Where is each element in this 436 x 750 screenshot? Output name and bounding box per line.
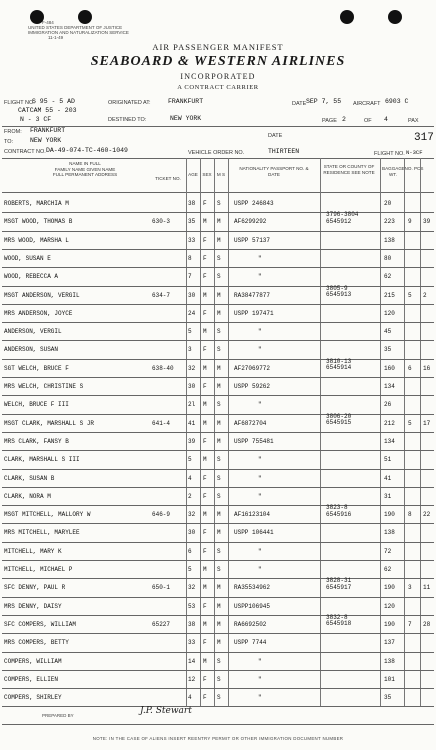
passport-no: USPP 59262 bbox=[234, 383, 271, 390]
row-rule bbox=[2, 212, 434, 213]
sex: M bbox=[203, 291, 207, 299]
baggage-pieces: 6 bbox=[408, 364, 412, 372]
extra-value: 11 bbox=[423, 584, 431, 592]
passenger-name: CLARK, MARSHALL S III bbox=[4, 456, 80, 464]
passport-no: AF16123104 bbox=[234, 511, 271, 519]
col-header-ms: M S bbox=[216, 172, 226, 177]
col-header-state: STATE OR COUNTY OF RESIDENCE SEE NOTE bbox=[323, 164, 375, 175]
baggage-weight: 134 bbox=[384, 383, 395, 390]
passport-no: RA6692502 bbox=[234, 620, 267, 628]
row-rule bbox=[2, 560, 434, 561]
baggage-pieces: 5 bbox=[408, 419, 412, 427]
passport-no: " bbox=[258, 547, 262, 555]
ticket-no: 646-9 bbox=[152, 511, 171, 519]
passenger-name: MRS WELCH, CHRISTINE S bbox=[4, 383, 84, 390]
row-rule bbox=[2, 414, 434, 415]
passport-no: " bbox=[258, 675, 262, 683]
passenger-name: CLARK, NORA M bbox=[4, 492, 51, 500]
age: 3 bbox=[188, 346, 192, 354]
col-name-sub: FAMILY NAME GIVEN NAME bbox=[54, 166, 116, 172]
passenger-name: MRS WOOD, MARSHA L bbox=[4, 236, 69, 244]
baggage-pieces: 3 bbox=[408, 584, 412, 592]
baggage-weight: 160 bbox=[384, 364, 395, 372]
age: 41 bbox=[188, 419, 196, 427]
passport-no: AF27069772 bbox=[234, 364, 271, 372]
row-rule bbox=[2, 469, 434, 470]
col-header-nationality: NATIONALITY PASSPORT NO. & DATE bbox=[239, 166, 309, 177]
flight-no-value: N-3CF bbox=[406, 149, 423, 156]
baggage-pieces: 5 bbox=[408, 291, 412, 299]
row-rule bbox=[2, 652, 434, 653]
baggage-weight: 190 bbox=[384, 584, 395, 592]
sex: F bbox=[203, 383, 207, 390]
sex: F bbox=[203, 437, 207, 445]
date-value: SEP 7, 55 bbox=[306, 98, 342, 105]
age: 33 bbox=[188, 639, 196, 647]
destined-value: NEW YORK bbox=[170, 115, 202, 122]
age: 33 bbox=[188, 236, 196, 244]
col-header-ticket: TICKET NO. bbox=[155, 176, 181, 181]
sex: F bbox=[203, 254, 207, 262]
age: 5 bbox=[188, 566, 192, 573]
footer-note: NOTE: IN THE CASE OF ALIENS INSERT REENTRY PERMIT OR OTHER IMMIGRATION DOCUMENT NUMBER bbox=[92, 736, 344, 741]
baggage-pieces: 9 bbox=[408, 218, 412, 226]
passenger-name: MRS DENNY, DAISY bbox=[4, 602, 62, 610]
from-value: FRANKFURT bbox=[30, 127, 66, 134]
age: 12 bbox=[188, 675, 196, 683]
marital-status: S bbox=[217, 566, 221, 573]
sex: M bbox=[203, 364, 207, 372]
baggage-weight: 137 bbox=[384, 639, 395, 647]
marital-status: M bbox=[217, 309, 221, 317]
state-residence: 3810-13 6545914 bbox=[326, 357, 352, 372]
age: 2l bbox=[188, 401, 196, 409]
passenger-name: MITCHELL, MICHAEL P bbox=[4, 566, 73, 573]
airline-name: SEABOARD & WESTERN AIRLINES bbox=[90, 54, 346, 69]
extra-value: 2 bbox=[423, 291, 427, 299]
to-value: NEW YORK bbox=[30, 137, 62, 144]
row-rule bbox=[2, 359, 434, 360]
passenger-name: ANDERSON, VERGIL bbox=[4, 328, 62, 336]
baggage-weight: 138 bbox=[384, 657, 395, 665]
age: 14 bbox=[188, 657, 196, 665]
sex: M bbox=[203, 657, 207, 665]
pax-label: PAX bbox=[408, 118, 419, 124]
ticket-no: 638-40 bbox=[152, 364, 174, 372]
passport-no: USPP 197471 bbox=[234, 309, 274, 317]
age: 30 bbox=[188, 529, 196, 537]
age: 4 bbox=[188, 694, 192, 702]
stamp-line: IMMIGRATION AND NATURALIZATION SERVICE bbox=[28, 30, 129, 35]
row-rule bbox=[2, 597, 434, 598]
sex: F bbox=[203, 492, 207, 500]
marital-status: M bbox=[217, 529, 221, 537]
age: 5 bbox=[188, 328, 192, 336]
row-rule bbox=[2, 395, 434, 396]
age: 7 bbox=[188, 273, 192, 281]
row-rule bbox=[2, 286, 434, 287]
state-residence: 3806-20 6545915 bbox=[326, 412, 352, 427]
flight-label: FLIGHT NO. bbox=[4, 100, 35, 106]
passport-no: RA35534962 bbox=[234, 584, 271, 592]
marital-status: S bbox=[217, 492, 221, 500]
extra-value: 22 bbox=[423, 511, 431, 519]
prepared-by-label: PREPARED BY bbox=[42, 713, 74, 718]
col-header-age: AGE bbox=[188, 172, 198, 177]
age: 53 bbox=[188, 602, 196, 610]
sex: F bbox=[203, 639, 207, 647]
age: 4 bbox=[188, 474, 192, 482]
sex: F bbox=[203, 694, 207, 702]
baggage-weight: 190 bbox=[384, 511, 395, 519]
row-rule bbox=[2, 670, 434, 671]
passenger-name: CLARK, SUSAN B bbox=[4, 474, 55, 482]
marital-status: M bbox=[217, 364, 221, 372]
marital-status: M bbox=[217, 620, 221, 628]
baggage-weight: 45 bbox=[384, 328, 392, 336]
state-residence: 3805-9 6545913 bbox=[326, 284, 352, 298]
age: 35 bbox=[188, 218, 196, 226]
passport-no: " bbox=[258, 328, 262, 336]
age: 24 bbox=[188, 309, 196, 317]
sex: M bbox=[203, 511, 207, 519]
sex: F bbox=[203, 474, 207, 482]
passport-no: USPP 106441 bbox=[234, 529, 274, 537]
age: 8 bbox=[188, 254, 192, 262]
marital-status: S bbox=[217, 657, 221, 665]
punch-hole-3 bbox=[340, 10, 354, 24]
col-address: FULL PERMANENT ADDRESS bbox=[52, 172, 118, 177]
age: 30 bbox=[188, 291, 196, 299]
sex: F bbox=[203, 529, 207, 537]
to-label: TO: bbox=[4, 139, 14, 145]
date2-label: DATE bbox=[268, 133, 283, 139]
passport-no: RA38477877 bbox=[234, 291, 271, 299]
baggage-weight: 215 bbox=[384, 291, 395, 299]
passport-no: " bbox=[258, 492, 262, 500]
col-name-title: NAME IN FULL bbox=[69, 161, 101, 166]
state-residence: 3796-3804 6545912 bbox=[326, 211, 359, 225]
marital-status: S bbox=[217, 401, 221, 409]
age: 38 bbox=[188, 620, 196, 628]
baggage-weight: 101 bbox=[384, 675, 395, 683]
punch-hole-4 bbox=[388, 10, 402, 24]
destined-label: DESTINED TO: bbox=[108, 117, 147, 123]
passport-no: USPP 57137 bbox=[234, 236, 271, 244]
passport-no: USPP 246843 bbox=[234, 200, 274, 207]
sex: F bbox=[203, 602, 207, 610]
page-value: 2 bbox=[342, 116, 346, 123]
baggage-weight: 120 bbox=[384, 309, 395, 317]
passenger-name: MSGT WOOD, THOMAS B bbox=[4, 218, 73, 226]
corner-number: 317 bbox=[414, 132, 434, 144]
row-rule bbox=[2, 304, 434, 305]
state-residence: 3828-31 6545917 bbox=[326, 577, 352, 591]
marital-status: M bbox=[217, 383, 221, 390]
row-rule bbox=[2, 432, 434, 433]
baggage-pieces: 8 bbox=[408, 511, 412, 519]
baggage-weight: 134 bbox=[384, 437, 395, 445]
state-residence: 3832-8 6545918 bbox=[326, 613, 352, 628]
ticket-no: 650-1 bbox=[152, 584, 171, 592]
marital-status: S bbox=[217, 547, 221, 555]
sex: F bbox=[203, 236, 207, 244]
age: 6 bbox=[188, 547, 192, 555]
rule-footer bbox=[2, 724, 434, 725]
row-rule bbox=[2, 523, 434, 524]
marital-status: S bbox=[217, 694, 221, 702]
col-header-pieces: NO. PCS bbox=[404, 166, 424, 171]
passenger-name: MITCHELL, MARY K bbox=[4, 547, 62, 555]
marital-status: S bbox=[217, 273, 221, 281]
baggage-weight: 80 bbox=[384, 254, 392, 262]
baggage-weight: 212 bbox=[384, 419, 395, 427]
sex: F bbox=[203, 675, 207, 683]
row-rule bbox=[2, 377, 434, 378]
aircraft-label: AIRCRAFT bbox=[353, 101, 381, 107]
row-rule bbox=[2, 322, 434, 323]
passenger-name: WOOD, SUSAN E bbox=[4, 254, 51, 262]
marital-status: M bbox=[217, 602, 221, 610]
marital-status: S bbox=[217, 254, 221, 262]
passenger-name: ROBERTS, MARCHIA M bbox=[4, 200, 69, 207]
baggage-weight: 62 bbox=[384, 273, 392, 281]
passenger-name: SFC COMPERS, WILLIAM bbox=[4, 620, 77, 628]
incorporated-label: INCORPORATED bbox=[180, 72, 256, 81]
sex: M bbox=[203, 456, 207, 464]
ticket-no: 630-3 bbox=[152, 218, 171, 226]
baggage-weight: 138 bbox=[384, 529, 395, 537]
sex: M bbox=[203, 401, 207, 409]
vehicle-value: THIRTEEN bbox=[268, 148, 300, 155]
originated-value: FRANKFURT bbox=[168, 98, 204, 105]
passenger-name: MRS MITCHELL, MARYLEE bbox=[4, 529, 80, 537]
manifest-title: AIR PASSENGER MANIFEST bbox=[152, 42, 284, 52]
sex: F bbox=[203, 309, 207, 317]
stamp-line: F-484 bbox=[42, 20, 54, 25]
stamp-line: UNITED STATES DEPARTMENT OF JUSTICE bbox=[28, 25, 123, 30]
baggage-weight: 120 bbox=[384, 602, 395, 610]
baggage-weight: 138 bbox=[384, 236, 395, 244]
passport-no: " bbox=[258, 694, 262, 702]
marital-status: M bbox=[217, 437, 221, 445]
row-rule bbox=[2, 340, 434, 341]
catcam-value: CATCAM 55 - 203 bbox=[18, 107, 77, 114]
baggage-weight: 31 bbox=[384, 492, 392, 500]
rule-top bbox=[2, 126, 434, 127]
page-of-value: 4 bbox=[384, 116, 388, 123]
row-rule bbox=[2, 505, 434, 506]
row-rule bbox=[2, 706, 434, 707]
row-rule bbox=[2, 578, 434, 579]
sex: F bbox=[203, 273, 207, 281]
age: 38 bbox=[188, 200, 196, 207]
row-rule bbox=[2, 249, 434, 250]
ticket-no: 65227 bbox=[152, 620, 171, 628]
row-rule bbox=[2, 231, 434, 232]
marital-status: M bbox=[217, 584, 221, 592]
passenger-name: SFC DENNY, PAUL R bbox=[4, 584, 66, 592]
age: 39 bbox=[188, 437, 196, 445]
passenger-name: MSGT CLARK, MARSHALL S JR bbox=[4, 419, 95, 427]
passenger-name: ANDERSON, SUSAN bbox=[4, 346, 59, 354]
age: 32 bbox=[188, 584, 196, 592]
passport-no: " bbox=[258, 657, 262, 665]
sex: F bbox=[203, 547, 207, 555]
crew-value: N - 3 CF bbox=[20, 116, 52, 123]
ticket-no: 634-7 bbox=[152, 291, 171, 299]
baggage-pieces: 7 bbox=[408, 620, 412, 628]
marital-status: M bbox=[217, 218, 221, 226]
baggage-weight: 62 bbox=[384, 566, 392, 573]
passenger-name: WOOD, REBECCA A bbox=[4, 273, 59, 281]
col-header-name bbox=[30, 161, 140, 178]
flight-no-label: FLIGHT NO. bbox=[374, 151, 405, 157]
row-rule bbox=[2, 615, 434, 616]
baggage-weight: 35 bbox=[384, 694, 392, 702]
sex: M bbox=[203, 584, 207, 592]
baggage-weight: 51 bbox=[384, 456, 392, 464]
passenger-name: COMPERS, ELLIEN bbox=[4, 675, 59, 683]
passport-no: " bbox=[258, 254, 262, 262]
row-rule bbox=[2, 542, 434, 543]
from-label: FROM: bbox=[4, 129, 22, 135]
page-label: PAGE bbox=[322, 118, 337, 124]
marital-status: S bbox=[217, 346, 221, 354]
signature: J.P. Stewart bbox=[140, 706, 192, 716]
passport-no: AF6872704 bbox=[234, 419, 267, 427]
passenger-name: COMPERS, SHIRLEY bbox=[4, 694, 62, 702]
baggage-weight: 72 bbox=[384, 547, 392, 555]
ticket-no: 641-4 bbox=[152, 419, 171, 427]
baggage-weight: 190 bbox=[384, 620, 395, 628]
age: 2 bbox=[188, 492, 192, 500]
passport-no: " bbox=[258, 456, 262, 464]
passenger-name: MRS COMPERS, BETTY bbox=[4, 639, 69, 647]
baggage-weight: 20 bbox=[384, 200, 392, 207]
row-rule bbox=[2, 450, 434, 451]
marital-status: S bbox=[217, 328, 221, 336]
sex: M bbox=[203, 328, 207, 336]
row-rule bbox=[2, 633, 434, 634]
passport-no: " bbox=[258, 273, 262, 281]
row-rule bbox=[2, 267, 434, 268]
stamp-line: 11-1-49 bbox=[48, 35, 64, 40]
sex: F bbox=[203, 200, 207, 207]
extra-value: 16 bbox=[423, 364, 431, 372]
passenger-name: MSGT ANDERSON, VERGIL bbox=[4, 291, 80, 299]
rule-mid bbox=[2, 158, 434, 159]
form-stamp bbox=[28, 20, 129, 40]
extra-value: 28 bbox=[423, 620, 431, 628]
passport-no: " bbox=[258, 474, 262, 482]
marital-status: M bbox=[217, 511, 221, 519]
passport-no: " bbox=[258, 401, 262, 409]
sex: M bbox=[203, 620, 207, 628]
marital-status: M bbox=[217, 419, 221, 427]
baggage-weight: 41 bbox=[384, 474, 392, 482]
contract-label: CONTRACT NO. bbox=[4, 149, 46, 155]
sex: M bbox=[203, 566, 207, 573]
sex: M bbox=[203, 419, 207, 427]
marital-status: M bbox=[217, 639, 221, 647]
rule-header-bottom bbox=[2, 192, 434, 193]
passport-no: " bbox=[258, 346, 262, 354]
passport-no: USPP 755481 bbox=[234, 437, 274, 445]
age: 32 bbox=[188, 364, 196, 372]
of-label: OF bbox=[364, 118, 372, 124]
marital-status: S bbox=[217, 474, 221, 482]
passport-no: AF6299292 bbox=[234, 218, 267, 226]
aircraft-value: 6903 C bbox=[385, 98, 409, 105]
age: 32 bbox=[188, 511, 196, 519]
carrier-type: A CONTRACT CARRIER bbox=[177, 84, 259, 91]
passenger-name: WELCH, BRUCE F III bbox=[4, 401, 69, 409]
passport-no: " bbox=[258, 566, 262, 573]
marital-status: S bbox=[217, 200, 221, 207]
marital-status: S bbox=[217, 675, 221, 683]
row-rule bbox=[2, 688, 434, 689]
age: 30 bbox=[188, 383, 196, 390]
passenger-name: MRS ANDERSON, JOYCE bbox=[4, 309, 73, 317]
state-residence: 3823-8 6545916 bbox=[326, 504, 352, 518]
flight-value: S 95 - 5 AD bbox=[32, 98, 75, 105]
row-rule bbox=[2, 487, 434, 488]
sex: F bbox=[203, 346, 207, 354]
passport-no: USPP106945 bbox=[234, 602, 271, 610]
sex: M bbox=[203, 218, 207, 226]
marital-status: M bbox=[217, 236, 221, 244]
baggage-weight: 35 bbox=[384, 346, 392, 354]
marital-status: S bbox=[217, 456, 221, 464]
passenger-name: COMPERS, WILLIAM bbox=[4, 657, 62, 665]
baggage-weight: 223 bbox=[384, 218, 395, 226]
col-header-weight: BAGGAGE WT. bbox=[382, 166, 405, 177]
extra-value: 17 bbox=[423, 419, 431, 427]
col-header-sex: SEX bbox=[202, 172, 212, 177]
contract-value: DA-49-074-TC-460-1049 bbox=[46, 147, 128, 154]
marital-status: M bbox=[217, 291, 221, 299]
passenger-name: MSGT MITCHELL, MALLORY W bbox=[4, 511, 91, 519]
date-label: DATE bbox=[292, 101, 307, 107]
passenger-name: MRS CLARK, FANSY B bbox=[4, 437, 69, 445]
passenger-name: SGT WELCH, BRUCE F bbox=[4, 364, 69, 372]
age: 5 bbox=[188, 456, 192, 464]
originated-label: ORIGINATED AT: bbox=[108, 100, 151, 106]
vehicle-label: VEHICLE ORDER NO. bbox=[188, 150, 245, 156]
passport-no: USPP 7744 bbox=[234, 639, 267, 647]
extra-value: 39 bbox=[423, 218, 431, 226]
baggage-weight: 26 bbox=[384, 401, 392, 409]
